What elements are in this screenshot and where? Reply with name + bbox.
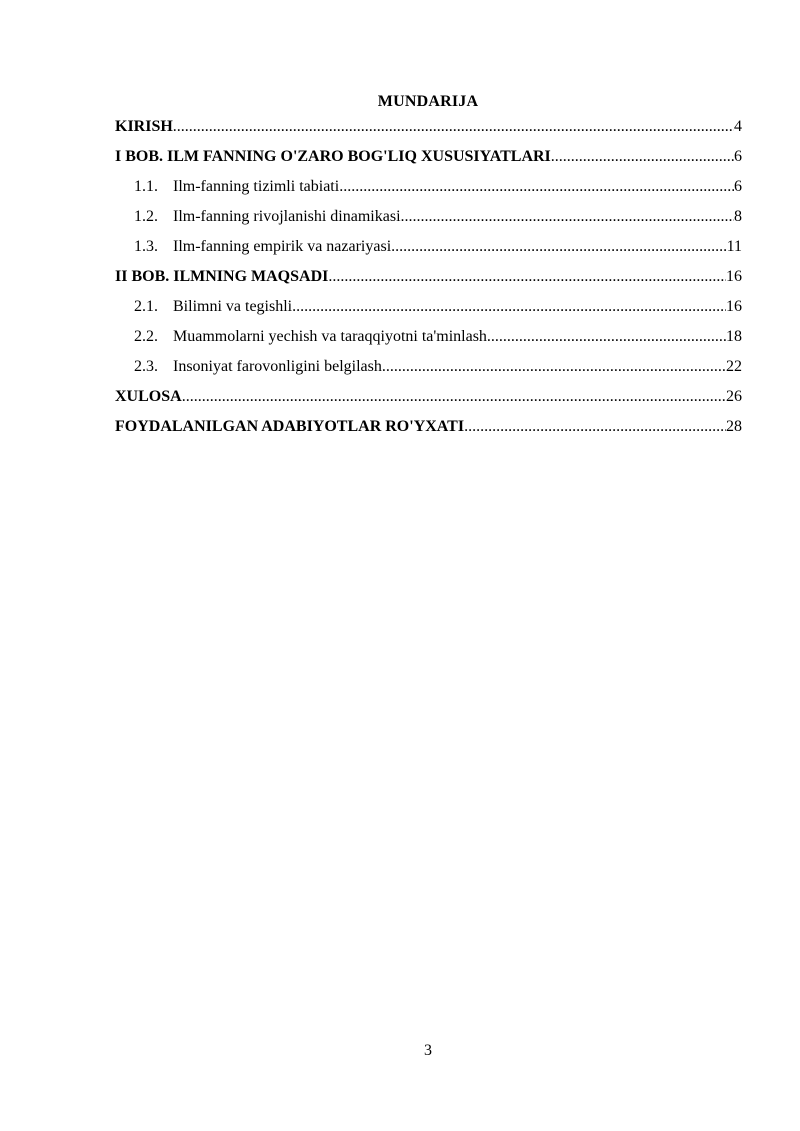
toc-leader-dots bbox=[328, 266, 726, 288]
toc-entry-page: 26 bbox=[726, 388, 742, 405]
toc-entry-title: II BOB. ILMNING MAQSADI bbox=[115, 268, 329, 285]
toc-entry-page: 8 bbox=[734, 208, 742, 225]
toc-entry-title: KIRISH bbox=[115, 118, 173, 135]
toc-entry-2-3[interactable] bbox=[115, 356, 742, 386]
toc-entry-title: I BOB. ILM FANNING O'ZARO BOG'LIQ XUSUSIYATLARI bbox=[115, 148, 551, 165]
toc-entry-page: 11 bbox=[726, 238, 742, 255]
toc-entry-2-1[interactable] bbox=[115, 296, 742, 326]
toc-leader-dots bbox=[551, 146, 734, 168]
toc-entry-title: XULOSA bbox=[115, 388, 182, 405]
toc-entry-page: 22 bbox=[726, 358, 742, 375]
page-number: 3 bbox=[424, 1042, 432, 1059]
toc-leader-dots bbox=[391, 236, 726, 258]
toc-leader-dots bbox=[401, 206, 734, 228]
toc-entry-page: 28 bbox=[726, 418, 742, 435]
toc-entry-title: Ilm-fanning empirik va nazariyasi bbox=[173, 238, 392, 255]
toc-entry-title: FOYDALANILGAN ADABIYOTLAR RO'YXATI bbox=[115, 418, 465, 435]
toc-leader-dots bbox=[382, 356, 726, 378]
toc-entry-1-1[interactable] bbox=[115, 176, 742, 206]
toc-entry-xulosa[interactable] bbox=[115, 386, 742, 416]
toc-leader-dots bbox=[173, 116, 734, 138]
page-title: MUNDARIJA bbox=[377, 93, 479, 110]
toc-entry-page: 18 bbox=[726, 328, 742, 345]
toc-entry-number: 2.3. bbox=[134, 358, 158, 375]
table-of-contents bbox=[115, 116, 742, 446]
toc-entry-chapter-2[interactable] bbox=[115, 266, 742, 296]
toc-entry-number: 2.2. bbox=[134, 328, 158, 345]
toc-entry-number: 1.2. bbox=[134, 208, 158, 225]
toc-entry-title: Muammolarni yechish va taraqqiyotni ta'minlash bbox=[173, 328, 487, 345]
toc-entry-page: 4 bbox=[734, 118, 742, 135]
toc-entry-title: Bilimni va tegishli bbox=[173, 298, 293, 315]
toc-entry-2-2[interactable] bbox=[115, 326, 742, 356]
toc-entry-page: 6 bbox=[734, 178, 742, 195]
toc-leader-dots bbox=[292, 296, 726, 318]
toc-entry-number: 1.1. bbox=[134, 178, 158, 195]
toc-leader-dots bbox=[182, 386, 726, 408]
toc-entry-page: 16 bbox=[726, 298, 742, 315]
toc-leader-dots bbox=[339, 176, 734, 198]
toc-entry-1-2[interactable] bbox=[115, 206, 742, 236]
toc-entry-1-3[interactable] bbox=[115, 236, 742, 266]
toc-entry-kirish[interactable] bbox=[115, 116, 742, 146]
toc-entry-bibliography[interactable] bbox=[115, 416, 742, 446]
toc-leader-dots bbox=[487, 326, 726, 348]
toc-entry-title: Insoniyat farovonligini belgilash bbox=[173, 358, 382, 375]
toc-leader-dots bbox=[464, 416, 726, 438]
toc-entry-page: 6 bbox=[734, 148, 742, 165]
toc-entry-chapter-1[interactable] bbox=[115, 146, 742, 176]
toc-entry-page: 16 bbox=[726, 268, 742, 285]
toc-entry-number: 1.3. bbox=[134, 238, 158, 255]
toc-entry-title: Ilm-fanning tizimli tabiati bbox=[173, 178, 340, 195]
toc-entry-number: 2.1. bbox=[134, 298, 158, 315]
toc-entry-title: Ilm-fanning rivojlanishi dinamikasi bbox=[173, 208, 401, 225]
